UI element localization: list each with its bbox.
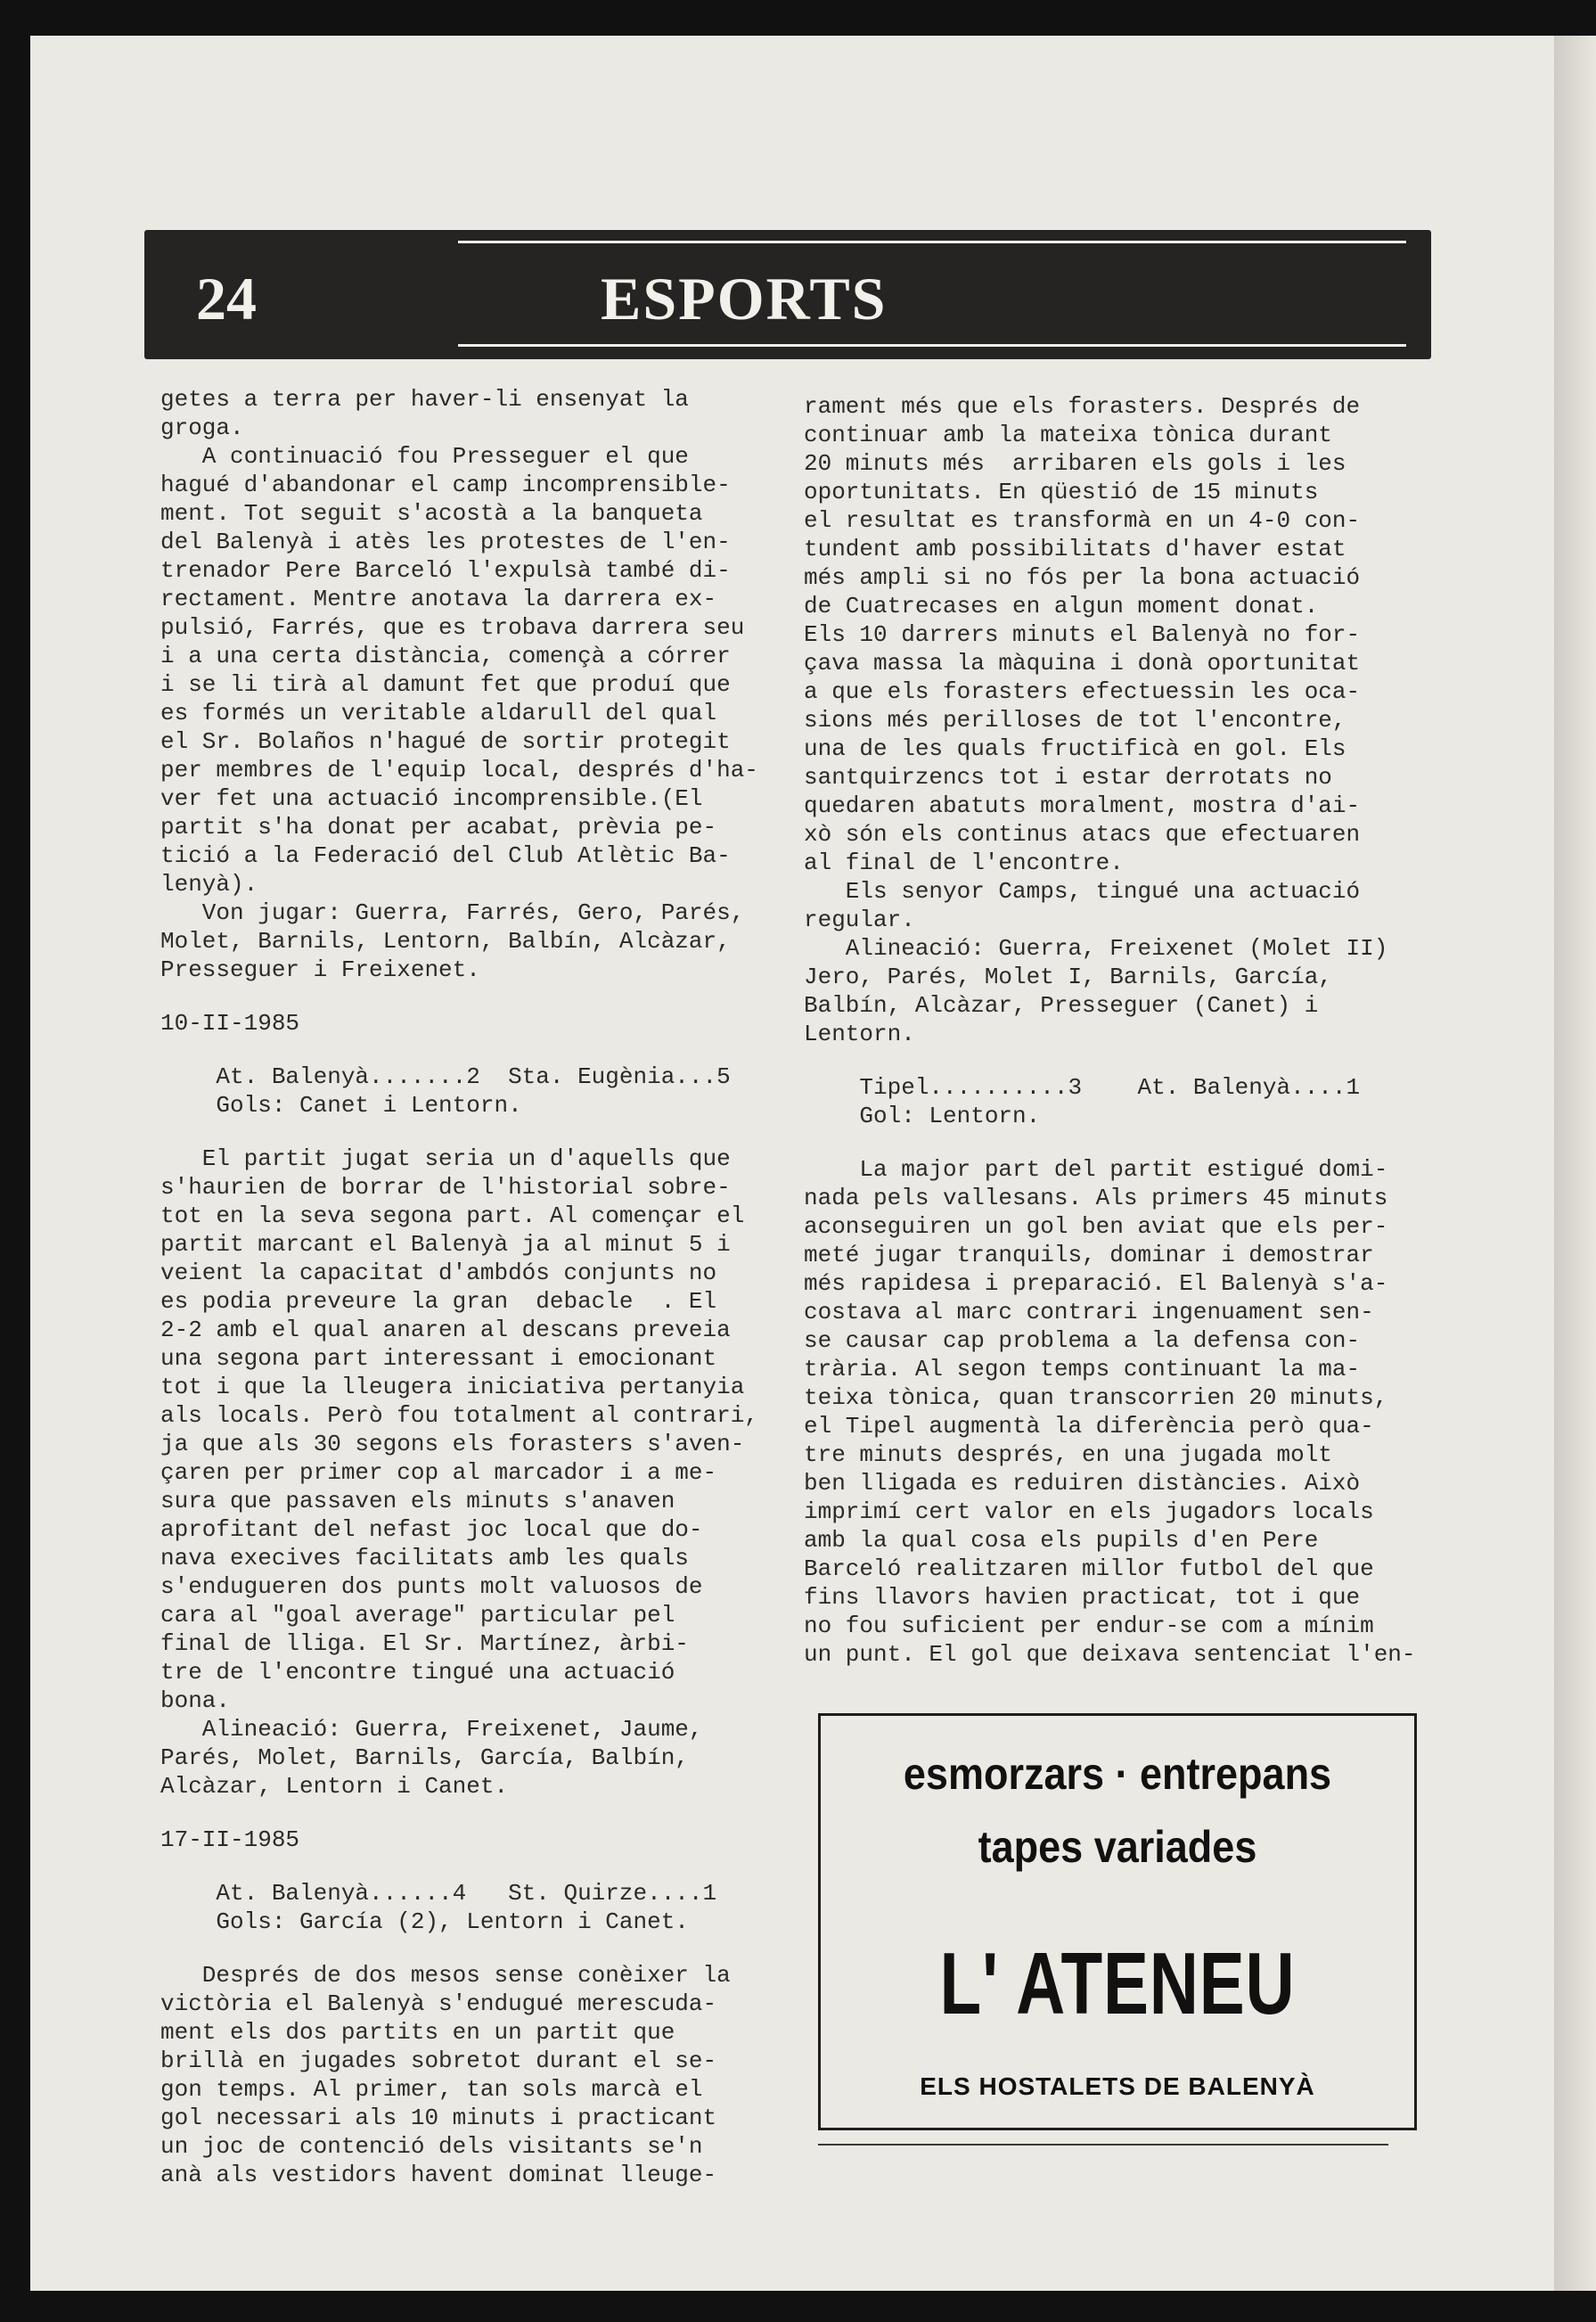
text-line: tre de l'encontre tingué una actuació [160, 1659, 675, 1686]
text-line: ben lligada es reduiren distàncies. Això [804, 1470, 1361, 1497]
text-line: At. Balenyà......4 St. Quirze....1 [160, 1880, 717, 1907]
text-line: Molet, Barnils, Lentorn, Balbín, Alcàzar, [160, 928, 731, 955]
text-line: 10-II-1985 [160, 1010, 300, 1037]
text-line: es formés un veritable aldarull del qual [160, 700, 717, 726]
text-line: Jero, Parés, Molet I, Barnils, García, [804, 964, 1332, 990]
text-line: i a una certa distància, començà a córrer [160, 643, 731, 669]
text-line: victòria el Balenyà s'endugué merescuda- [160, 1990, 717, 2017]
text-line: El partit jugat seria un d'aquells que [160, 1145, 731, 1172]
text-line: Tipel..........3 At. Balenyà....1 [804, 1074, 1361, 1101]
text-line: Alineació: Guerra, Freixenet (Molet II) [804, 935, 1388, 962]
text-line: aprofitant del nefast joc local que do- [160, 1516, 703, 1543]
article-column-right [804, 392, 1436, 1669]
paragraph-gap [804, 1048, 1436, 1073]
text-line: s'haurien de borrar de l'historial sobre- [160, 1174, 731, 1201]
ad-address: ELS HOSTALETS DE BALENYÀ [920, 2072, 1315, 2100]
text-line: Alineació: Guerra, Freixenet, Jaume, [160, 1716, 703, 1743]
text-line: final de lliga. El Sr. Martínez, àrbi- [160, 1630, 689, 1657]
ad-tagline-1: esmorzars · entrepans [903, 1749, 1332, 1799]
text-line: Gol: Lentorn. [804, 1103, 1041, 1129]
text-line: una segona part interessant i emocionant [160, 1345, 717, 1372]
text-line: un punt. El gol que deixava sentenciat l'en- [804, 1641, 1416, 1668]
paragraph-gap [160, 1120, 784, 1145]
text-line: tre minuts després, en una jugada molt [804, 1441, 1332, 1468]
section-title: ESPORTS [601, 265, 888, 332]
text-line: als locals. Però fou totalment al contrari, [160, 1402, 758, 1429]
header-rule-top [458, 241, 1406, 243]
paragraph-gap [160, 984, 784, 1009]
text-line: teixa tònica, quan transcorrien 20 minuts, [804, 1384, 1388, 1411]
text-line: santquirzencs tot i estar derrotats no [804, 764, 1332, 791]
advertisement-box [818, 1713, 1417, 2130]
article-column-left [160, 385, 784, 2189]
text-line: çaren per primer cop al marcador i a me- [160, 1459, 717, 1486]
text-line: fins llavors havien practicat, tot i que [804, 1584, 1361, 1611]
text-line: meté jugar tranquils, dominar i demostrar [804, 1242, 1374, 1268]
text-line: imprimí cert valor en els jugadors locals [804, 1498, 1374, 1525]
text-line: ment. Tot seguit s'acostà a la banqueta [160, 500, 703, 527]
text-line: s'endugueren dos punts molt valuosos de [160, 1573, 703, 1600]
text-line: costava al marc contrari ingenuament sen- [804, 1299, 1374, 1325]
header-rule-bottom [458, 344, 1406, 347]
paragraph-gap [804, 1130, 1436, 1155]
text-line: Balbín, Alcàzar, Presseguer (Canet) i [804, 992, 1319, 1019]
text-line: hagué d'abandonar el camp incomprensible- [160, 472, 731, 498]
text-line: trària. Al segon temps continuant la ma- [804, 1356, 1361, 1383]
text-line: tot i que la lleugera iniciativa pertanyia [160, 1374, 745, 1400]
paragraph-gap [160, 1038, 784, 1063]
ad-tagline-2: tapes variades [978, 1822, 1257, 1872]
text-line: el Sr. Bolaños n'hagué de sortir protegit [160, 728, 731, 755]
text-line: Von jugar: Guerra, Farrés, Gero, Parés, [160, 899, 745, 926]
ad-underline-rule [818, 2144, 1388, 2146]
text-line: més rapidesa i preparació. El Balenyà s'a- [804, 1270, 1388, 1297]
text-line: Parés, Molet, Barnils, García, Balbín, [160, 1744, 689, 1771]
text-line: rectament. Mentre anotava la darrera ex- [160, 586, 717, 612]
text-line: gon temps. Al primer, tan sols marcà el [160, 2076, 703, 2103]
text-line: 2-2 amb el qual anaren al descans preveia [160, 1317, 731, 1343]
text-line: Alcàzar, Lentorn i Canet. [160, 1773, 509, 1800]
text-line: getes a terra per haver-li ensenyat la [160, 386, 689, 413]
text-line: per membres de l'equip local, després d'ha- [160, 757, 758, 784]
paragraph-gap [160, 1801, 784, 1826]
text-line: ver fet una actuació incomprensible.(El [160, 785, 703, 812]
text-line: Gols: Canet i Lentorn. [160, 1092, 522, 1119]
text-line: no fou suficient per endur-se com a mínim [804, 1612, 1374, 1639]
text-line: al final de l'encontre. [804, 849, 1124, 876]
text-line: una de les quals fructificà en gol. Els [804, 735, 1346, 762]
text-line: tundent amb possibilitats d'haver estat [804, 536, 1346, 562]
text-line: es podia preveure la gran debacle . El [160, 1288, 717, 1315]
text-line: anà als vestidors havent dominat lleuge- [160, 2162, 717, 2188]
text-line: At. Balenyà.......2 Sta. Eugènia...5 [160, 1063, 731, 1090]
paragraph-gap [160, 1936, 784, 1961]
text-line: La major part del partit estigué domi- [804, 1156, 1388, 1183]
text-line: gol necessari als 10 minuts i practicant [160, 2105, 717, 2131]
page-edge [1554, 36, 1596, 2291]
text-line: Els senyor Camps, tingué una actuació [804, 878, 1361, 905]
text-line: més ampli si no fós per la bona actuació [804, 564, 1361, 591]
text-line: trenador Pere Barceló l'expulsà també di- [160, 557, 731, 584]
text-line: a que els forasters efectuessin les oca- [804, 678, 1361, 705]
text-line: veient la capacitat d'ambdós conjunts no [160, 1259, 717, 1286]
text-line: partit marcant el Balenyà ja al minut 5 i [160, 1231, 731, 1258]
ad-business-name: L' ATENEU [939, 1934, 1296, 2032]
text-line: el resultat es transformà en un 4-0 con- [804, 507, 1361, 534]
text-line: Els 10 darrers minuts el Balenyà no for- [804, 621, 1361, 648]
text-line: çava massa la màquina i donà oportunitat [804, 650, 1361, 677]
text-line: continuar amb la mateixa tònica durant [804, 422, 1332, 448]
text-line: del Balenyà i atès les protestes de l'en- [160, 529, 731, 555]
text-line: Gols: García (2), Lentorn i Canet. [160, 1908, 689, 1935]
text-line: Lentorn. [804, 1021, 915, 1047]
text-line: oportunitats. En qüestió de 15 minuts [804, 479, 1319, 505]
text-line: regular. [804, 907, 915, 933]
text-line: aconseguiren un gol ben aviat que els per- [804, 1213, 1388, 1240]
text-line: ment els dos partits en un partit que [160, 2019, 675, 2046]
page-number: 24 [196, 265, 257, 332]
text-line: un joc de contenció dels visitants se'n [160, 2133, 703, 2160]
text-line: el Tipel augmentà la diferència però qua- [804, 1413, 1374, 1440]
text-line: A continuació fou Presseguer el que [160, 443, 689, 470]
text-line: Després de dos mesos sense conèixer la [160, 1962, 731, 1989]
text-line: quedaren abatuts moralment, mostra d'ai- [804, 792, 1361, 819]
text-line: se causar cap problema a la defensa con- [804, 1327, 1361, 1354]
text-line: rament més que els forasters. Després de [804, 393, 1361, 420]
section-header [144, 230, 1431, 359]
text-line: sura que passaven els minuts s'anaven [160, 1488, 675, 1514]
text-line: nava execives facilitats amb les quals [160, 1545, 689, 1571]
text-line: lenyà). [160, 871, 258, 898]
text-line: Barceló realitzaren millor futbol del que [804, 1555, 1374, 1582]
text-line: 17-II-1985 [160, 1826, 300, 1853]
text-line: de Cuatrecases en algun moment donat. [804, 593, 1319, 619]
text-line: Presseguer i Freixenet. [160, 956, 480, 983]
paragraph-gap [160, 1854, 784, 1879]
text-line: groga. [160, 414, 244, 441]
text-line: bona. [160, 1687, 231, 1714]
text-line: xò són els continus atacs que efectuaren [804, 821, 1361, 848]
text-line: 20 minuts més arribaren els gols i les [804, 450, 1346, 477]
text-line: pulsió, Farrés, que es trobava darrera seu [160, 614, 745, 641]
text-line: brillà en jugades sobretot durant el se- [160, 2047, 717, 2074]
text-line: cara al "goal average" particular pel [160, 1602, 675, 1629]
text-line: ja que als 30 segons els forasters s'aven- [160, 1431, 745, 1457]
text-line: tició a la Federació del Club Atlètic Ba- [160, 842, 731, 869]
text-line: i se li tirà al damunt fet que produí que [160, 671, 731, 698]
text-line: amb la qual cosa els pupils d'en Pere [804, 1527, 1319, 1554]
text-line: nada pels vallesans. Als primers 45 minuts [804, 1185, 1388, 1211]
text-line: sions més perilloses de tot l'encontre, [804, 707, 1346, 734]
text-line: partit s'ha donat per acabat, prèvia pe- [160, 814, 717, 841]
text-line: tot en la seva segona part. Al començar el [160, 1202, 745, 1229]
